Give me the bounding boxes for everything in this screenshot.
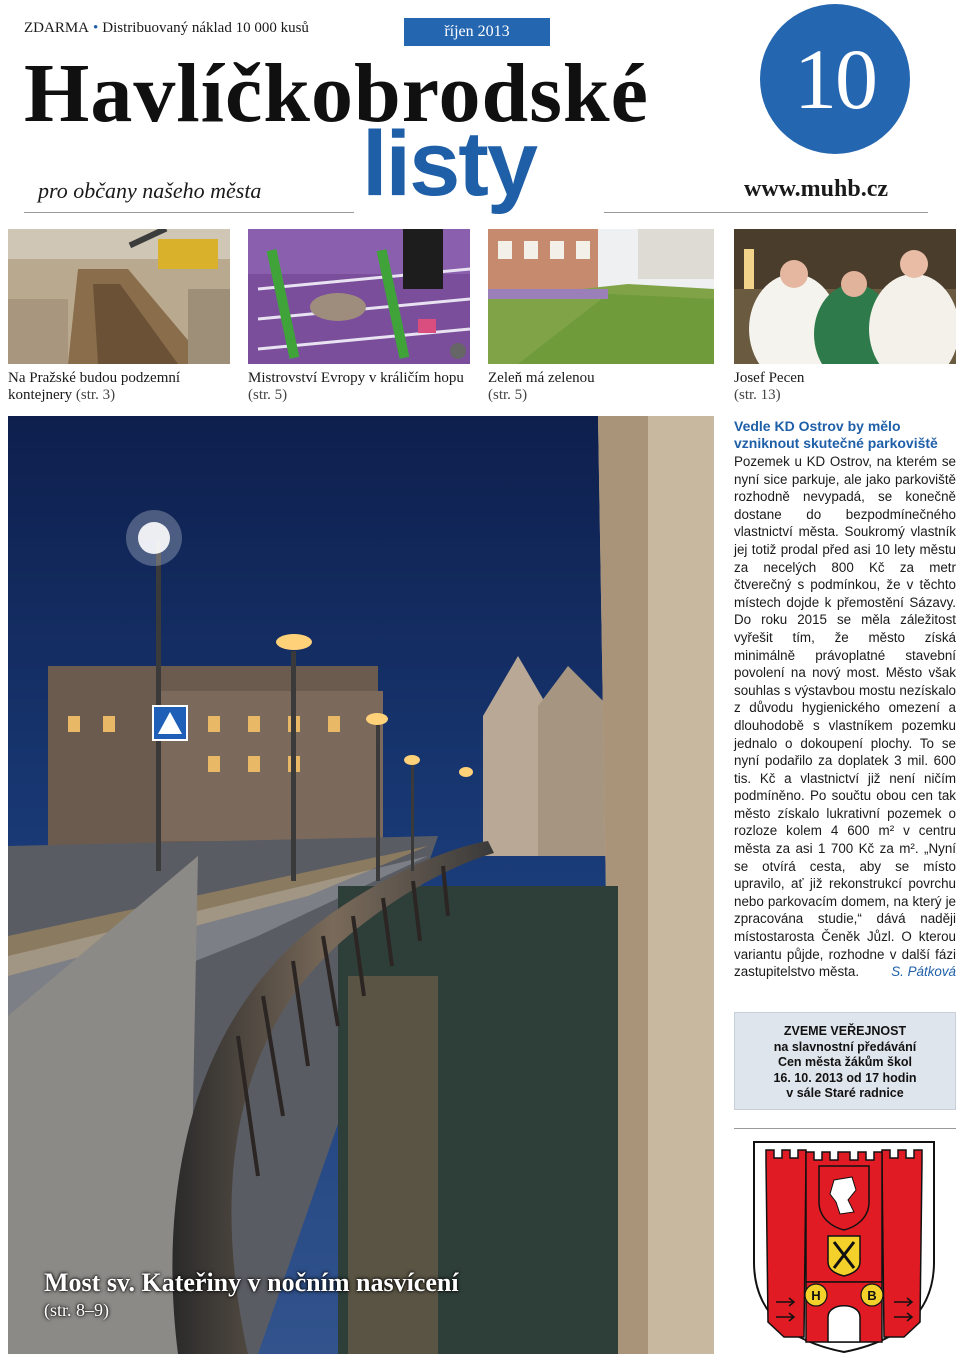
teaser-caption-2[interactable] bbox=[248, 370, 470, 404]
bullet-icon: • bbox=[93, 20, 99, 36]
coat-of-arms-logo bbox=[744, 1132, 944, 1354]
coat-letter-b: B bbox=[867, 1288, 877, 1303]
teaser-title-4: Josef Pecen bbox=[734, 370, 805, 386]
article-text: Pozemek u KD Ostrov, na kterém se nyní sice parkuje, ale jako parkoviště rozhodně nevypadá, se konečně dostane do bezpodmínečného vlastnictví města. Soukromý vlastník jej totiž prodal před asi 10 lety městu za necelých 800 Kč za metr čtverečný s podmínkou, že v těchto místech dojde k přemostění Sázavy. Do roku 2015 se měla záležitost vyřešit tím, že město získá minimálně právoplatné stavební povolení na nový most. Město však souhlas s výstavbou mostu nezískalo z důvodu hygienického omezení a dlouhodobě s vlastníkem pozemku jednalo o dokoupení plochy. To se nyní podařilo za doplatek 3 mil. 600 tis. Kč a vlastnictví již není ničím podmíněno. Po součtu obou cen tak město získalo lukrativní pozemek o rozloze kolem 4 600 m² v centru města za asi 1 700 Kč za m². „Nyní se otvírá cesta, aby se místo upravilo, ať již rekonstrukcí povrchu nebo parkovacím domem, na který je zpracována studie,“ dává naději místostarosta Čeněk Jůzl. O kterou variantu půjde, rozhodne v další fázi zastupitelstvo města. bbox=[734, 454, 956, 980]
teaser-photo-construction[interactable] bbox=[8, 229, 230, 364]
circulation-line bbox=[24, 20, 309, 37]
header-rule-right bbox=[604, 212, 928, 213]
main-photo-title: Most sv. Kateřiny v nočním nasvícení bbox=[44, 1268, 459, 1297]
issue-date: říjen 2013 bbox=[404, 18, 550, 46]
main-photo-caption bbox=[44, 1268, 459, 1321]
article-body bbox=[734, 453, 956, 981]
teaser-title-3: Zeleň má zelenou bbox=[488, 370, 595, 386]
main-photo-page: (str. 8–9) bbox=[44, 1300, 109, 1320]
invitation-line-1: ZVEME VEŘEJNOST bbox=[783, 1024, 907, 1038]
teaser-caption-1[interactable] bbox=[8, 370, 230, 404]
masthead-title: Havlíčkobrodské bbox=[24, 47, 649, 140]
teaser-photo-priests[interactable] bbox=[734, 229, 956, 364]
invitation-box bbox=[734, 1012, 956, 1110]
main-photo-bridge-night[interactable] bbox=[8, 416, 714, 1354]
teaser-caption-3[interactable] bbox=[488, 370, 710, 404]
issue-number-badge: 10 bbox=[760, 4, 910, 154]
teaser-page-2: (str. 5) bbox=[248, 387, 288, 403]
teaser-page-1: (str. 3) bbox=[75, 387, 116, 403]
teaser-caption-4[interactable] bbox=[734, 370, 956, 404]
teaser-photo-greenery[interactable] bbox=[488, 229, 714, 364]
masthead-subtitle-word: listy bbox=[362, 113, 537, 215]
invitation-line-3: Cen města žákům škol bbox=[777, 1055, 913, 1069]
invitation-line-2: na slavnostní předávání bbox=[773, 1039, 917, 1054]
circulation-text: Distribuovaný náklad 10 000 kusů bbox=[102, 20, 309, 36]
tagline: pro občany našeho města bbox=[38, 178, 262, 203]
invitation-line-5: v sále Staré radnice bbox=[786, 1086, 904, 1100]
teaser-title-1: Na Pražské budou podzemní kontejnery bbox=[8, 370, 181, 403]
teaser-page-4: (str. 13) bbox=[734, 387, 781, 403]
free-label: ZDARMA bbox=[24, 20, 90, 36]
header-rule-left bbox=[24, 212, 354, 213]
teaser-photo-rabbit-hopping[interactable] bbox=[248, 229, 470, 364]
website-link[interactable]: www.muhb.cz bbox=[744, 176, 889, 202]
teaser-page-3: (str. 5) bbox=[488, 387, 528, 403]
article-author: S. Pátková bbox=[891, 964, 956, 980]
coat-letter-h: H bbox=[811, 1288, 821, 1303]
notice-rule bbox=[734, 1128, 956, 1129]
invitation-line-4: 16. 10. 2013 od 17 hodin bbox=[773, 1070, 917, 1085]
article-headline[interactable]: Vedle KD Ostrov by mělo vzniknout skutečné parkoviště bbox=[734, 418, 938, 451]
teaser-title-2: Mistrovství Evropy v králičím hopu bbox=[248, 370, 464, 386]
